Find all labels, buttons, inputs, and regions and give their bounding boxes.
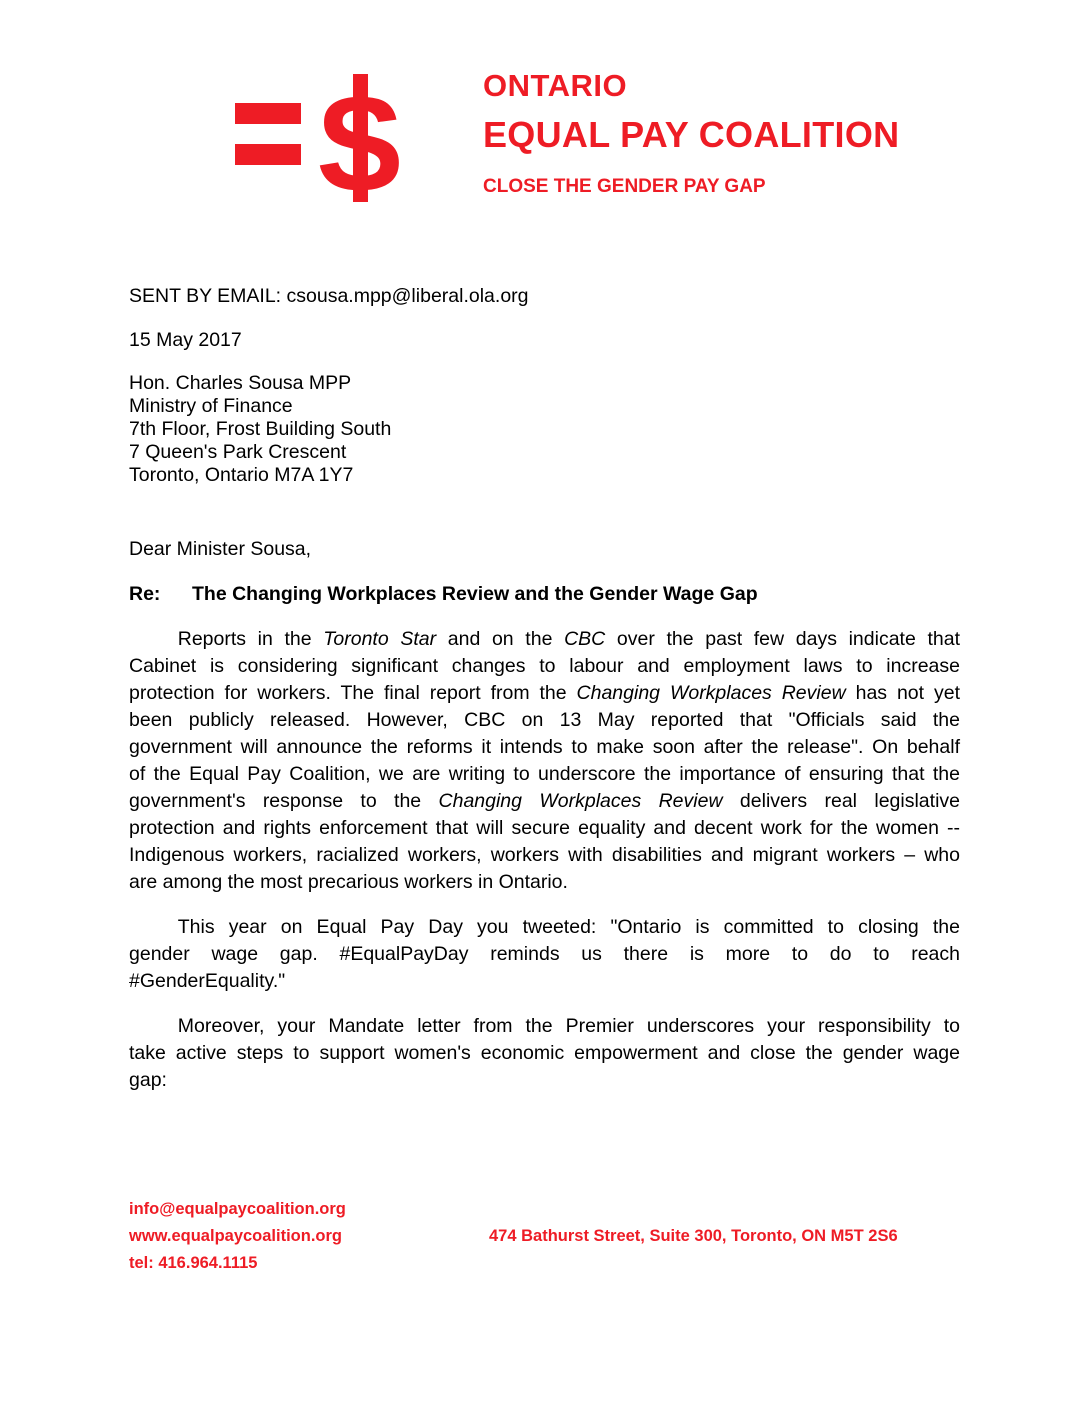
address-line: Toronto, Ontario M7A 1Y7 — [129, 464, 354, 486]
paragraph-line: protection for workers. The final report from the Changing Workplaces Review has not yet — [129, 682, 960, 704]
paragraph-line: Indigenous workers, racialized workers, workers with disabilities and migrant workers – who — [129, 844, 960, 866]
paragraph-line: Cabinet is considering significant changes to labour and employment laws to increase — [129, 655, 960, 677]
paragraph-line: of the Equal Pay Coalition, we are writing to underscore the importance of ensuring that the — [129, 763, 960, 785]
letter-date: 15 May 2017 — [129, 329, 242, 351]
footer-email: info@equalpaycoalition.org — [129, 1200, 346, 1218]
paragraph-line: are among the most precarious workers in Ontario. — [129, 871, 568, 893]
paragraph-line: Reports in the Toronto Star and on the CBC over the past few days indicate that — [177, 628, 960, 650]
paragraph-line: gap: — [129, 1069, 167, 1091]
address-line: Ministry of Finance — [129, 395, 293, 417]
paragraph-line: government's response to the Changing Workplaces Review delivers real legislative — [129, 790, 960, 812]
address-line: Hon. Charles Sousa MPP — [129, 372, 352, 394]
equals-dollar-logo-icon — [232, 74, 416, 202]
paragraph-line: take active steps to support women's economic empowerment and close the gender wage — [129, 1042, 960, 1064]
paragraph-line: This year on Equal Pay Day you tweeted: "Ontario is committed to closing the — [177, 916, 960, 938]
paragraph-2 — [129, 914, 960, 995]
address-line: 7th Floor, Frost Building South — [129, 418, 392, 440]
address-line: 7 Queen's Park Crescent — [129, 441, 347, 463]
sent-by-email: SENT BY EMAIL: csousa.mpp@liberal.ola.org — [129, 285, 529, 307]
paragraph-line: #GenderEquality." — [129, 970, 286, 992]
re-label: Re: — [129, 583, 161, 605]
org-name-line1: ONTARIO — [483, 68, 628, 103]
re-subject: The Changing Workplaces Review and the Gender Wage Gap — [192, 583, 758, 605]
subject-line — [129, 582, 758, 606]
paragraph-3 — [129, 1013, 960, 1094]
salutation: Dear Minister Sousa, — [129, 538, 312, 560]
paragraph-1 — [129, 626, 960, 896]
footer-phone: tel: 416.964.1115 — [129, 1254, 258, 1272]
paragraph-line: government will announce the reforms it intends to make soon after the release". On behalf — [129, 736, 960, 758]
paragraph-line: Moreover, your Mandate letter from the Premier underscores your responsibility to — [177, 1015, 960, 1037]
paragraph-line: gender wage gap. #EqualPayDay reminds us there is more to do to reach — [129, 943, 960, 965]
org-tagline: CLOSE THE GENDER PAY GAP — [483, 176, 766, 197]
org-name-line2: EQUAL PAY COALITION — [483, 114, 900, 155]
paragraph-line: been publicly released. However, CBC on 13 May reported that "Officials said the — [129, 709, 960, 731]
footer-website: www.equalpaycoalition.org — [129, 1227, 343, 1245]
recipient-address — [129, 372, 391, 487]
svg-text:S: S — [315, 74, 405, 202]
footer-address: 474 Bathurst Street, Suite 300, Toronto, ON M5T 2S6 — [489, 1227, 898, 1245]
paragraph-line: protection and rights enforcement that will secure equality and decent work for the women -- — [129, 817, 960, 839]
